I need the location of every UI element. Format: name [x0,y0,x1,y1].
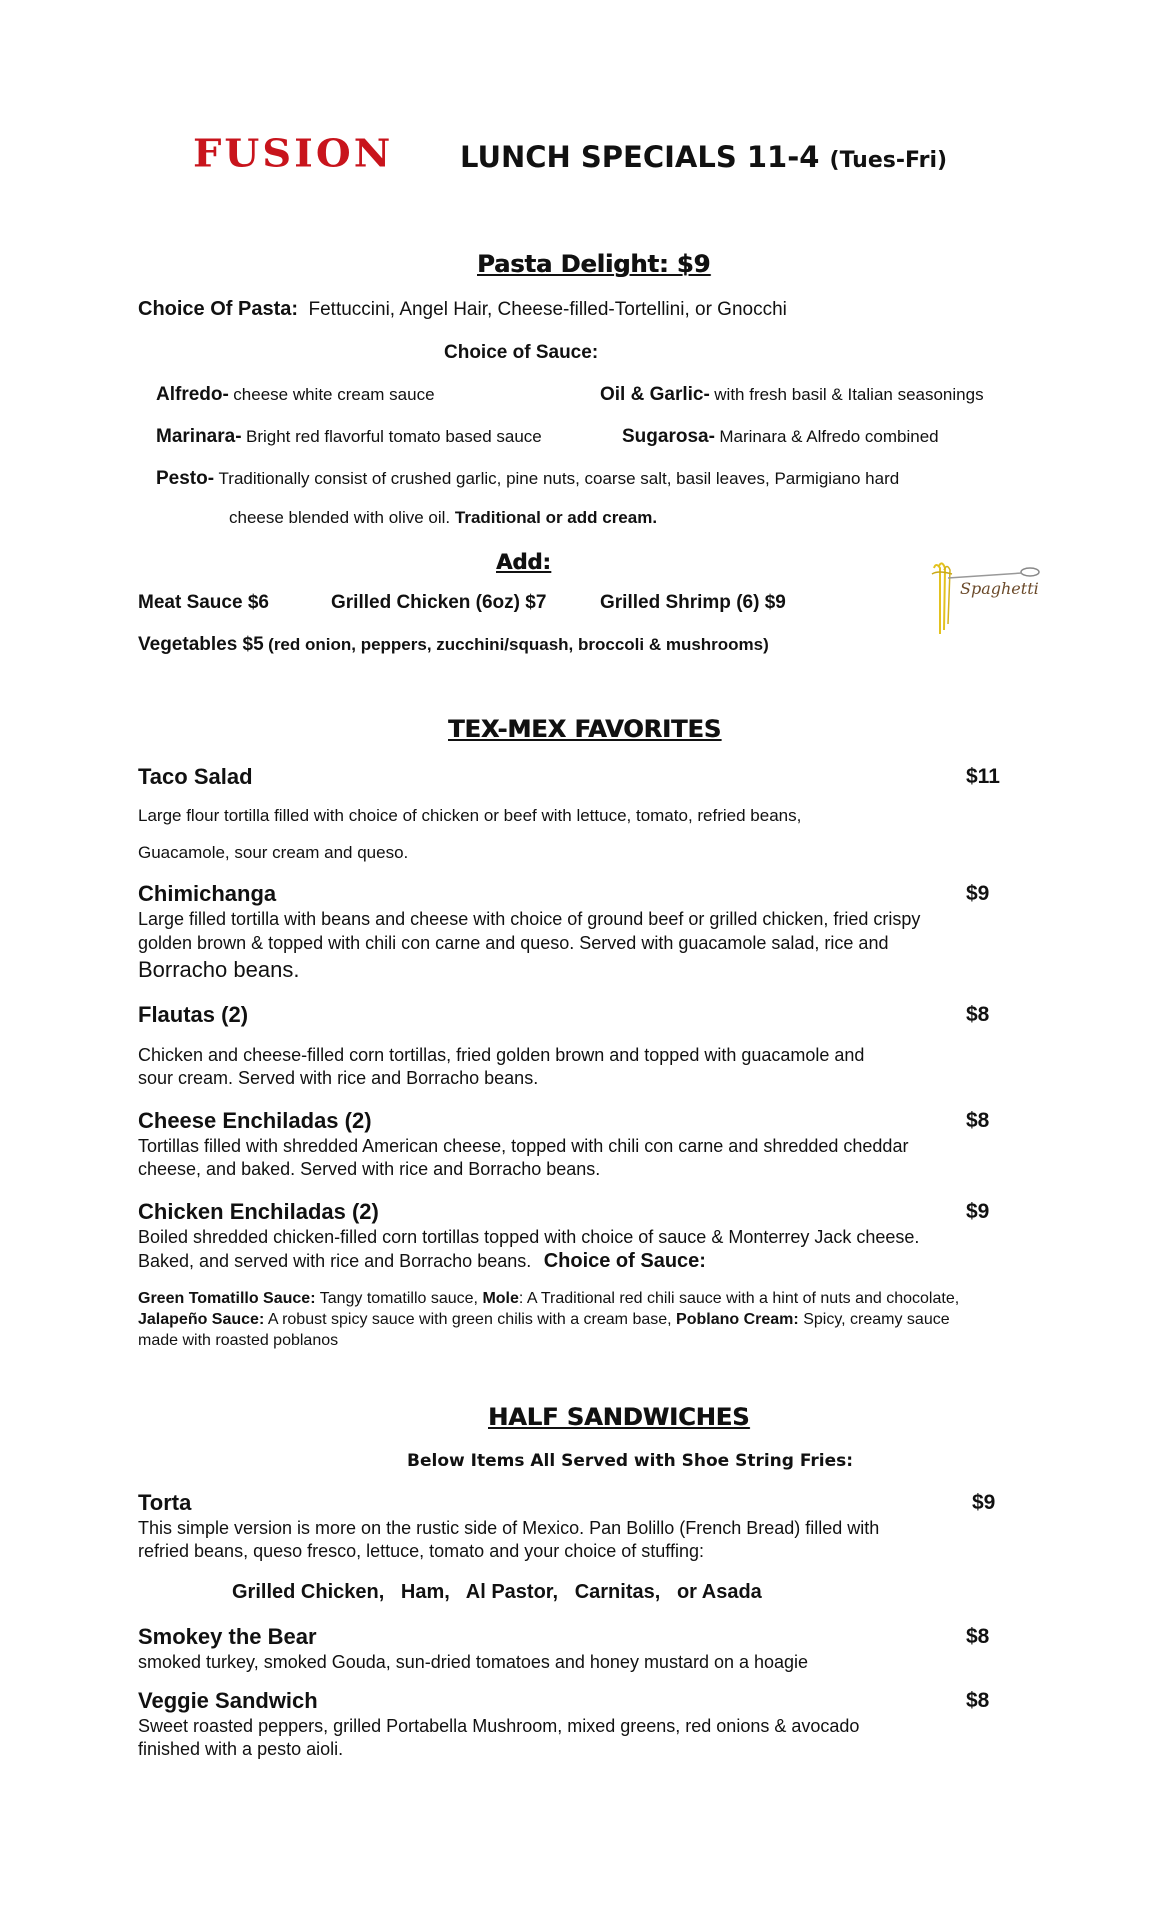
chicken-enchiladas-name: Chicken Enchiladas (2) [138,1199,379,1224]
sauce-poblano-label: Poblano Cream: [676,1311,799,1328]
flautas-name: Flautas (2) [138,1002,249,1027]
sauce-jalapeno-text: A robust spicy sauce with green chilis with a cream base, [267,1311,672,1328]
flautas-desc1: Chicken and cheese-filled corn tortillas, fried golden brown and topped with guacamole and [138,1045,865,1065]
taco-salad-desc2: Guacamole, sour cream and queso. [138,843,409,862]
torta-name: Torta [138,1490,192,1515]
sauce-poblano-text: Spicy, creamy sauce [803,1311,950,1328]
torta-desc1: This simple version is more on the rustic side of Mexico. Pan Bolillo (French Bread) filled with [138,1518,880,1538]
chicken-enchiladas-desc1: Boiled shredded chicken-filled corn tortillas topped with choice of sauce & Monterrey Jack cheese. [138,1227,920,1247]
flautas-desc2: sour cream. Served with rice and Borracho beans. [138,1068,539,1088]
sauce-green-label: Green Tomatillo Sauce: [138,1290,316,1307]
add-veg-detail: (red onion, peppers, zucchini/squash, broccoli & mushrooms) [268,635,769,654]
sauce-oil-garlic [600,384,984,406]
chimichanga-desc2: golden brown & topped with chili con carne and queso. Served with guacamole salad, rice and [138,933,889,953]
torta-price: $9 [972,1491,996,1514]
add-meat-sauce: Meat Sauce $6 [138,592,269,613]
veggie-sandwich-price: $8 [966,1689,990,1712]
sauce-pesto [156,468,899,490]
chicken-enchiladas-sauce-label: Choice of Sauce: [543,1250,706,1272]
choice-pasta-label: Choice Of Pasta: [138,298,299,320]
chimichanga-desc1: Large filled tortilla with beans and cheese with choice of ground beef or grilled chicken, fried crispy [138,909,921,929]
torta-stuffings: Grilled Chicken, Ham, Al Pastor, Carnitas, or Asada [232,1581,762,1603]
sauce-alfredo-desc: cheese white cream sauce [233,385,435,404]
sauce-pesto-bold: Traditional or add cream. [454,508,658,527]
sauce-sugarosa-desc: Marinara & Alfredo combined [719,427,939,446]
taco-salad-desc1: Large flour tortilla filled with choice of chicken or beef with lettuce, tomato, refried beans, [138,806,802,825]
sauce-pesto-desc1: Traditionally consist of crushed garlic, pine nuts, coarse salt, basil leaves, Parmigiano hard [218,469,900,488]
add-heading: Add: [496,550,551,574]
chicken-enchiladas-price: $9 [966,1200,990,1223]
enchilada-sauce-line2 [138,1311,950,1329]
cheese-enchiladas-price: $8 [966,1109,990,1132]
title-text: LUNCH SPECIALS 11-4 [460,140,820,174]
title-days: (Tues-Fri) [829,148,948,173]
veggie-sandwich-desc2: finished with a pesto aioli. [138,1739,344,1759]
fusion-logo: FUSION [193,131,394,176]
choice-of-sauce-label: Choice of Sauce: [444,342,599,363]
sauce-alfredo [156,384,435,406]
add-grilled-shrimp: Grilled Shrimp (6) $9 [600,592,786,613]
cheese-enchiladas-name: Cheese Enchiladas (2) [138,1108,372,1133]
sandwiches-subheading: Below Items All Served with Shoe String Fries: [407,1451,854,1471]
sauce-green-text: Tangy tomatillo sauce, [319,1290,478,1307]
sauce-marinara-desc: Bright red flavorful tomato based sauce [245,427,542,446]
enchilada-sauce-line3: made with roasted poblanos [138,1332,339,1349]
flautas-price: $8 [966,1003,990,1026]
chicken-enchiladas-desc2: Baked, and served with rice and Borracho beans. [138,1251,532,1271]
veggie-sandwich-name: Veggie Sandwich [138,1688,318,1713]
sauce-mole-label: Mole [482,1290,519,1307]
taco-salad-name: Taco Salad [138,764,253,789]
veggie-sandwich-desc1: Sweet roasted peppers, grilled Portabella Mushroom, mixed greens, red onions & avocado [138,1716,860,1736]
cheese-enchiladas-desc2: cheese, and baked. Served with rice and Borracho beans. [138,1159,601,1179]
smokey-bear-name: Smokey the Bear [138,1624,317,1649]
enchilada-sauce-line1 [138,1290,959,1308]
spaghetti-fork-icon [930,560,1042,640]
cheese-enchiladas-desc1: Tortillas filled with shredded American cheese, topped with chili con carne and shredded cheddar [138,1136,909,1156]
sauce-pesto-desc2: cheese blended with olive oil. [229,508,451,527]
choice-pasta-text: Fettuccini, Angel Hair, Cheese-filled-Tortellini, or Gnocchi [308,299,787,320]
sauce-sugarosa-name: Sugarosa- [622,426,715,447]
pasta-heading: Pasta Delight: $9 [477,250,711,278]
chicken-enchiladas-line2 [138,1250,706,1273]
spaghetti-logo [930,560,1042,640]
sauce-marinara-name: Marinara- [156,426,242,447]
sandwiches-heading: HALF SANDWICHES [488,1403,750,1431]
smokey-bear-desc: smoked turkey, smoked Gouda, sun-dried tomatoes and honey mustard on a hoagie [138,1652,809,1672]
spaghetti-logo-text: Spaghetti [960,579,1039,598]
page-title [460,140,947,174]
chimichanga-desc3: Borracho beans. [138,957,300,982]
add-vegetables [138,634,769,656]
taco-salad-price: $11 [966,765,1000,788]
sauce-mole-text: : A Traditional red chili sauce with a hint of nuts and chocolate, [518,1290,960,1307]
sauce-pesto-name: Pesto- [156,468,215,489]
sauce-oil-name: Oil & Garlic- [600,384,710,405]
chimichanga-price: $9 [966,882,990,905]
sauce-pesto-line2 [229,508,657,528]
add-veg-label: Vegetables $5 [138,634,264,655]
sauce-oil-desc: with fresh basil & Italian seasonings [714,385,984,404]
sauce-marinara [156,426,542,448]
sauce-sugarosa [622,426,939,448]
texmex-heading: TEX-MEX FAVORITES [448,715,722,743]
sauce-alfredo-name: Alfredo- [156,384,229,405]
smokey-bear-price: $8 [966,1625,990,1648]
add-grilled-chicken: Grilled Chicken (6oz) $7 [331,592,547,613]
torta-desc2: refried beans, queso fresco, lettuce, tomato and your choice of stuffing: [138,1541,704,1561]
choice-of-pasta [138,298,787,321]
chimichanga-name: Chimichanga [138,881,277,906]
sauce-jalapeno-label: Jalapeño Sauce: [138,1311,265,1328]
